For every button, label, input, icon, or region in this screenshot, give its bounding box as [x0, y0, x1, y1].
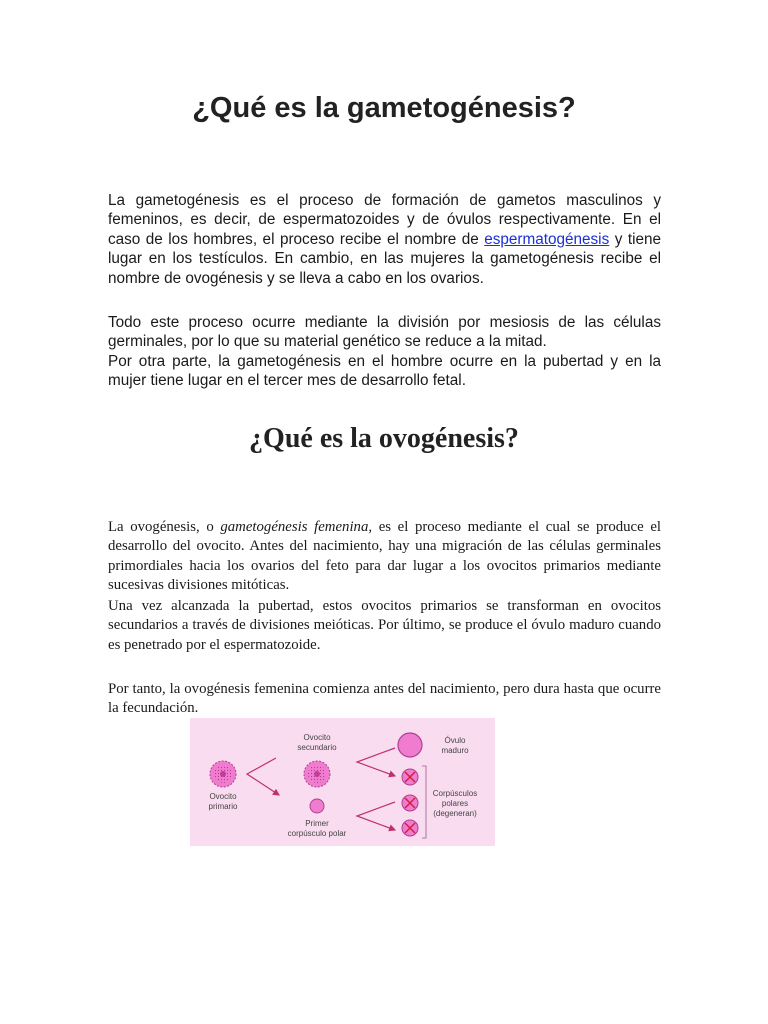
intro-text-end: y tiene lugar en los testículos. En cambio, en las mujeres la gametogénesis recibe el nombre de ovogénesis y se lleva a cabo en los ovarios. — [108, 230, 661, 287]
secondary-oocyte-label-2: secundario — [297, 743, 337, 752]
polar-bodies-label-2: polares — [441, 799, 469, 808]
polar-bodies-label-3: (degeneran) — [433, 809, 477, 818]
primary-oocyte-label-1: Ovocito — [209, 792, 237, 801]
definition-text-end: , es el proceso mediante el cual se produce el desarrollo del ovocito. Antes del nacimiento, hay una migración de las células germinales primordiales hacia los ovarios del feto para dar lugar a los ovocitos primarios mediante sucesivas divisiones mitóticas. — [108, 519, 661, 594]
section-heading-ovogenesis: ¿Qué es la ovogénesis? — [249, 423, 519, 454]
ovogenesis-diagram — [190, 718, 495, 846]
mature-ovum-label-1: Óvulo — [444, 736, 466, 745]
meiosis-paragraph: Todo este proceso ocurre mediante la división por mesiosis de las células germinales, por lo que su material genético se reduce a la mitad. — [108, 314, 661, 351]
secondary-oocyte-label-1: Ovocito — [303, 733, 331, 742]
primary-oocyte-label-2: primario — [208, 802, 238, 811]
first-polar-body-icon — [310, 799, 324, 813]
polar-bodies-bracket-icon — [422, 766, 426, 838]
ovogenesis-diagram-svg — [190, 718, 495, 846]
degenerating-polar-body-icon — [402, 795, 418, 811]
puberty-paragraph: Una vez alcanzada la pubertad, estos ovocitos primarios se transforman en ovocitos secundarios a través de divisiones meióticas. Por último, se produce el óvulo maduro cuando es penetrado por el espermatozoide. — [108, 598, 661, 653]
intro-text-start: La gametogénesis es el proceso de formación de gametos masculinos y femeninos, es decir, de espermatozoides y de óvulos respectivamente. En el caso de los hombres, el proceso recibe el nombre de — [108, 192, 661, 248]
definition-text-start: La ovogénesis, o — [108, 519, 221, 535]
degenerating-polar-body-icon — [402, 820, 418, 836]
first-polar-body-label-1: Primer — [305, 819, 329, 828]
arrow-secondary-split-icon — [357, 748, 395, 776]
arrow-polar-split-icon — [357, 802, 395, 830]
intro-paragraph — [108, 191, 661, 288]
mature-ovum-icon — [398, 733, 422, 757]
arrow-primary-split-icon — [247, 758, 279, 795]
espermatogenesis-link[interactable]: espermatogénesis — [484, 230, 610, 248]
page-title: ¿Qué es la gametogénesis? — [192, 92, 576, 124]
conclusion-paragraph: Por tanto, la ovogénesis femenina comienza antes del nacimiento, pero dura hasta que ocurre la fecundación. — [108, 681, 661, 717]
secondary-oocyte-cell-icon — [304, 761, 330, 787]
primary-oocyte-cell-icon — [210, 761, 236, 787]
mature-ovum-label-2: maduro — [441, 746, 469, 755]
definition-emphasis: gametogénesis femenina — [220, 519, 369, 535]
ovogenesis-definition-paragraph — [108, 518, 661, 596]
degenerating-polar-body-icon — [402, 769, 418, 785]
timing-paragraph: Por otra parte, la gametogénesis en el hombre ocurre en la pubertad y en la mujer tiene lugar en el tercer mes de desarrollo fetal. — [108, 353, 661, 390]
first-polar-body-label-2: corpúsculo polar — [287, 829, 347, 838]
polar-bodies-label-1: Corpúsculos — [432, 789, 478, 798]
